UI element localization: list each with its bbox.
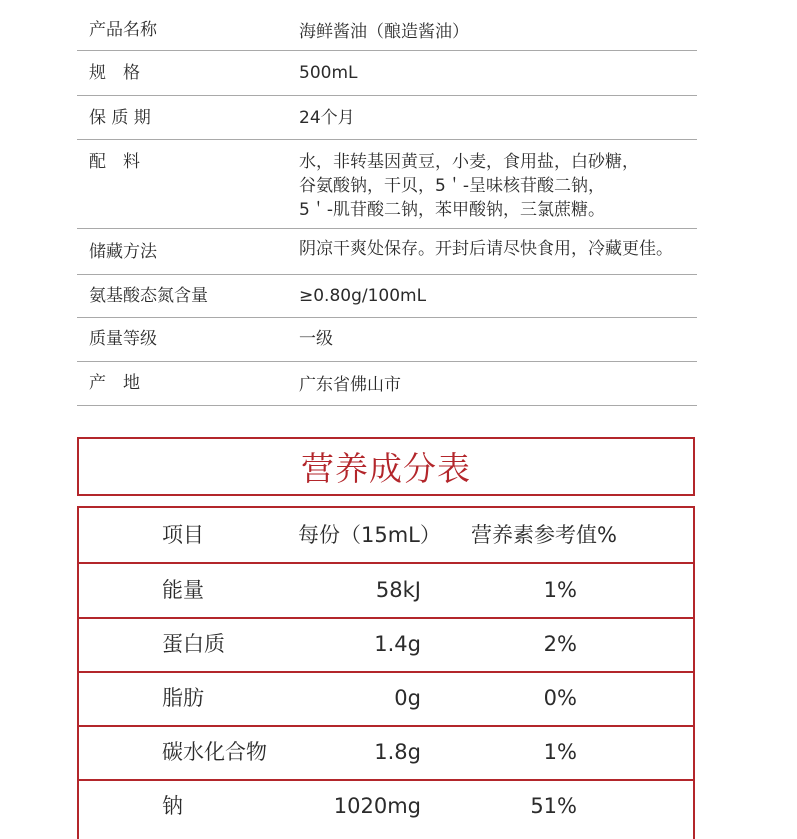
nutrient-nrv: 2% (543, 632, 577, 656)
nutrient-name: 脂肪 (162, 686, 204, 710)
spec-label: 配 料 (89, 152, 140, 172)
spec-row-storage (77, 229, 697, 275)
nutrition-table (77, 506, 695, 839)
spec-row-grade (77, 318, 697, 362)
nutrition-title: 营养成分表 (301, 449, 471, 488)
nutrient-per-serving: 1.8g (374, 740, 421, 764)
nutrient-nrv: 1% (543, 578, 577, 602)
spec-value: 500mL (299, 63, 358, 83)
header-nrv: 营养素参考值% (471, 523, 617, 547)
spec-value: 海鲜酱油（酿造酱油） (299, 22, 469, 42)
spec-value: ≥0.80g/100mL (299, 286, 427, 306)
nutrient-nrv: 51% (530, 794, 577, 818)
nutrient-name: 碳水化合物 (162, 740, 267, 764)
spec-label: 储藏方法 (89, 242, 157, 262)
spec-row-product-name (77, 10, 697, 51)
spec-label: 规 格 (89, 63, 140, 83)
table-row (79, 563, 693, 619)
nutrient-name: 蛋白质 (162, 632, 225, 656)
spec-value: 一级 (299, 329, 333, 349)
spec-row-shelf-life (77, 96, 697, 140)
nutrient-nrv: 1% (543, 740, 577, 764)
spec-value: 阴凉干爽处保存。开封后请尽快食用，冷藏更佳。 (299, 239, 673, 259)
spec-label: 产品名称 (89, 20, 157, 40)
nutrient-name: 钠 (162, 794, 183, 818)
nutrient-nrv: 0% (543, 686, 577, 710)
nutrition-title-box (77, 437, 695, 496)
spec-row-origin (77, 362, 697, 406)
spec-row-size (77, 51, 697, 96)
table-row (79, 671, 693, 727)
table-row (79, 725, 693, 781)
header-per-serving: 每份（15mL） (298, 523, 441, 547)
table-row (79, 779, 693, 833)
nutrient-per-serving: 0g (394, 686, 421, 710)
spec-label: 保 质 期 (89, 108, 151, 128)
spec-label: 氨基酸态氮含量 (89, 286, 208, 306)
spec-value: 24个月 (299, 108, 355, 128)
product-spec-table (77, 10, 697, 406)
spec-row-amino-acid-nitrogen (77, 275, 697, 318)
nutrient-per-serving: 1020mg (333, 794, 421, 818)
nutrient-per-serving: 1.4g (374, 632, 421, 656)
spec-row-ingredients (77, 140, 697, 229)
table-row (79, 617, 693, 673)
nutrition-header-row (79, 508, 693, 564)
nutrient-per-serving: 58kJ (375, 578, 421, 602)
spec-label: 产 地 (89, 373, 140, 393)
header-item: 项目 (162, 523, 204, 547)
spec-value: 广东省佛山市 (299, 375, 401, 395)
nutrient-name: 能量 (162, 578, 204, 602)
spec-value: 水，非转基因黄豆，小麦，食用盐，白砂糖， 谷氨酸钠，干贝，5＇-呈味核苷酸二钠， 5＇-肌苷酸二钠，苯甲酸钠，三氯蔗糖。 (299, 152, 639, 220)
spec-label: 质量等级 (89, 329, 157, 349)
